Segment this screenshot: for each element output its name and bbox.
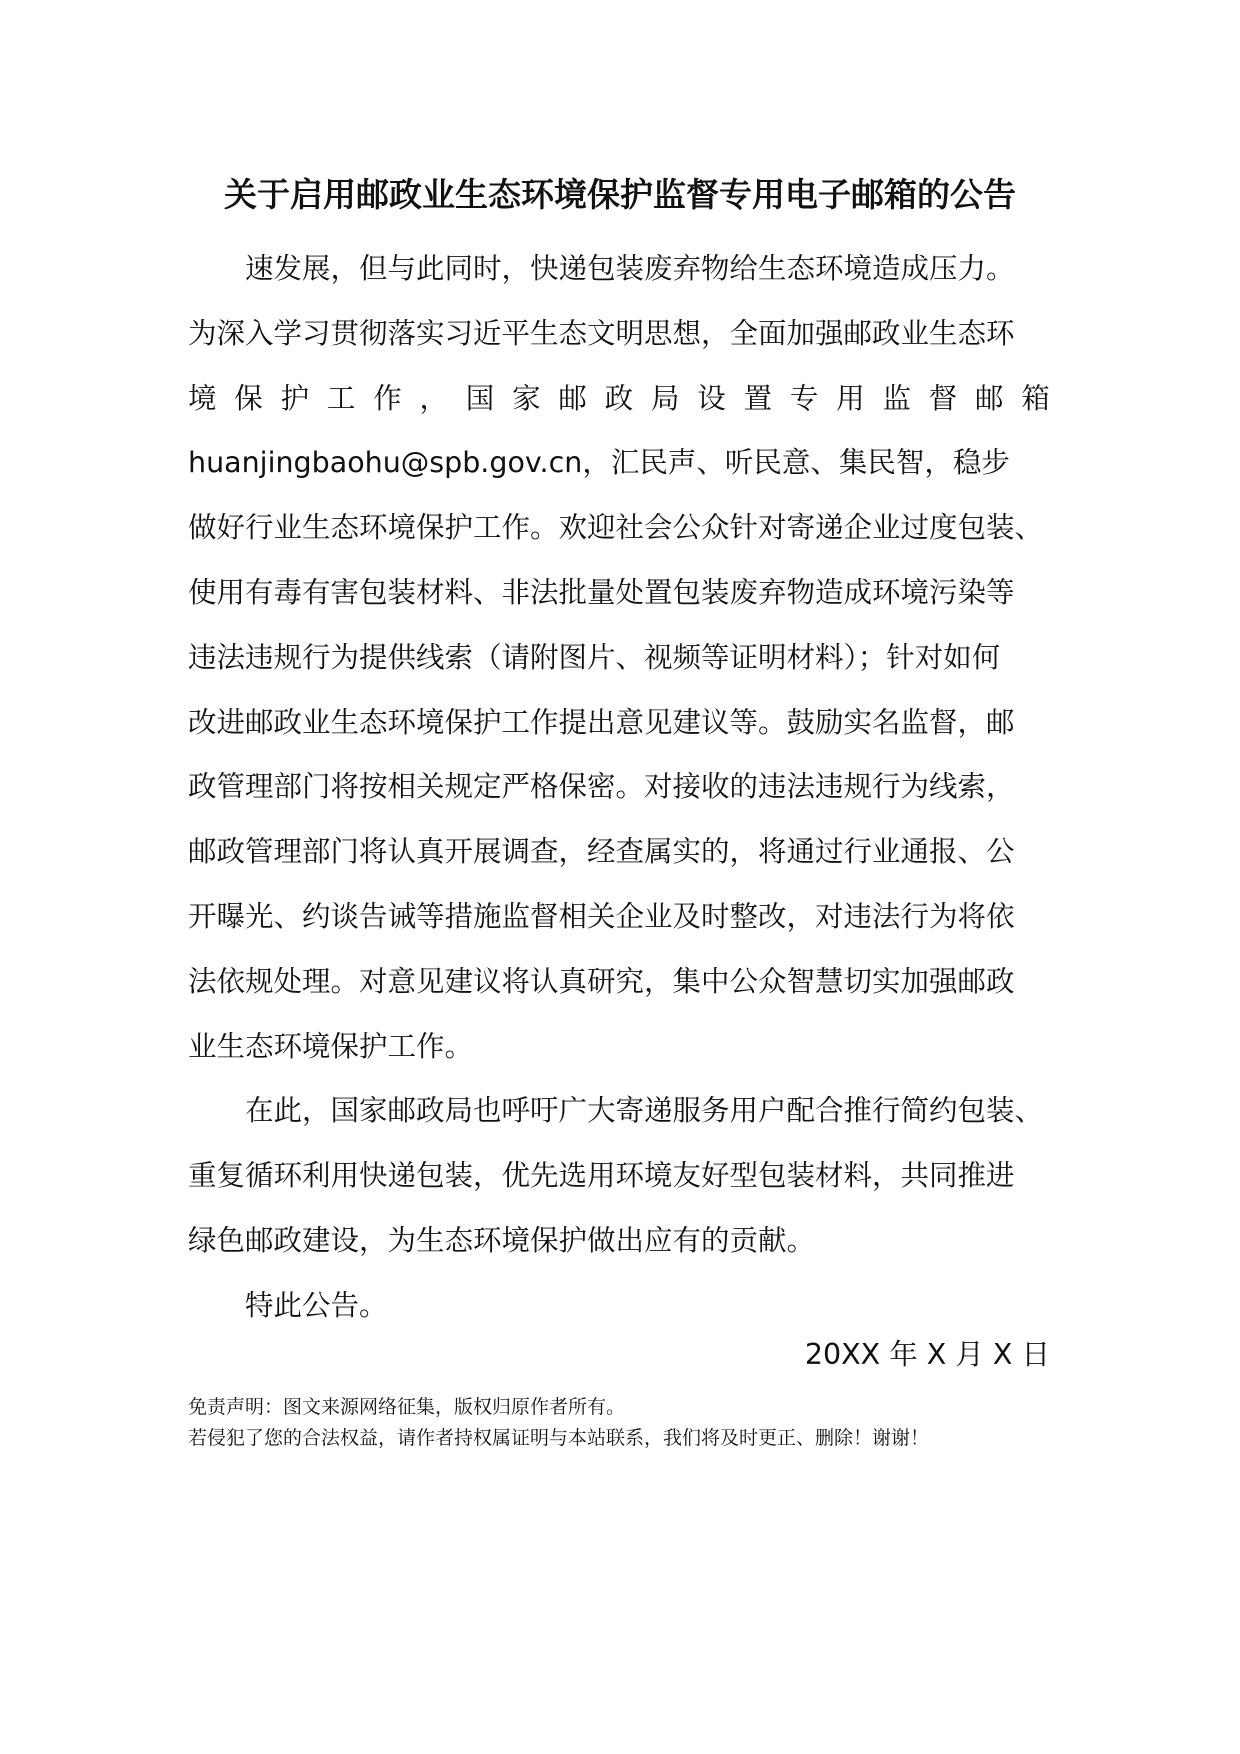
spread-char: 邮 (558, 381, 587, 415)
paragraph-line: 违法违规行为提供线索（请附图片、视频等证明材料）；针对如何 (188, 640, 1001, 674)
spread-char: 监 (882, 381, 911, 415)
document-body (188, 237, 1050, 1339)
paragraph-line: 为深入学习贯彻落实习近平生态文明思想，全面加强邮政业生态环 (188, 316, 1015, 350)
paragraph-line: huanjingbaohu@spb.gov.cn，汇民声、听民意、集民智，稳步 (188, 446, 1010, 480)
spread-char: 用 (836, 381, 865, 415)
paragraph-line-spread (188, 367, 1050, 432)
spread-char: 专 (789, 381, 819, 415)
paragraph-line: 速发展，但与此同时，快递包装废弃物给生态环境造成压力。 (245, 252, 1015, 285)
paragraph-line: 使用有毒有害包装材料、非法批量处置包装废弃物造成环境污染等 (188, 575, 1015, 609)
spread-char: 局 (650, 381, 680, 415)
spread-char: 政 (604, 381, 634, 415)
spread-char: 箱 (1021, 381, 1050, 415)
disclaimer-line: 若侵犯了您的合法权益，请作者持权属证明与本站联系，我们将及时更正、删除！谢谢！ (188, 1427, 930, 1449)
spread-char: 邮 (975, 381, 1004, 415)
paragraph-line: 重复循环利用快递包装，优先选用环境友好型包装材料，共同推进 (188, 1159, 1015, 1193)
spread-char: 设 (697, 381, 726, 415)
paragraph-line: 做好行业生态环境保护工作。欢迎社会公众针对寄递企业过度包装、 (188, 511, 1044, 545)
closing-line: 特此公告。 (245, 1288, 388, 1322)
disclaimer-line: 免责声明：图文来源网络征集，版权归原作者所有。 (188, 1396, 626, 1418)
document-date: 20XX 年 X 月 X 日 (804, 1338, 1050, 1371)
spread-char: 护 (280, 381, 310, 415)
spread-char: 保 (234, 381, 263, 415)
paragraph-line: 绿色邮政建设，为生态环境保护做出应有的贡献。 (188, 1223, 816, 1257)
spread-char: 作 (373, 381, 402, 415)
spread-char: 工 (326, 381, 356, 415)
paragraph-line: 在此，国家邮政局也呼吁广大寄递服务用户配合推行简约包装、 (245, 1094, 1044, 1128)
document-title: 关于启用邮政业生态环境保护监督专用电子邮箱的公告 (224, 175, 1016, 214)
spread-char: 督 (928, 381, 958, 415)
paragraph-line: 改进邮政业生态环境保护工作提出意见建议等。鼓励实名监督，邮 (188, 705, 1015, 739)
paragraph-line: 邮政管理部门将认真开展调查，经查属实的，将通过行业通报、公 (188, 835, 1015, 869)
spread-char: 家 (512, 381, 541, 415)
paragraph-line: 法依规处理。对意见建议将认真研究，集中公众智慧切实加强邮政 (188, 964, 1015, 998)
paragraph-line: 业生态环境保护工作。 (188, 1029, 474, 1063)
spread-char: ， (419, 381, 448, 415)
disclaimer (188, 1392, 929, 1454)
paragraph-line: 政管理部门将按相关规定严格保密。对接收的违法违规行为线索， (188, 770, 1015, 804)
spread-char: 置 (743, 381, 773, 415)
spread-char: 境 (188, 381, 217, 415)
spread-char: 国 (465, 381, 495, 415)
paragraph-line: 开曝光、约谈告诫等措施监督相关企业及时整改，对违法行为将依 (188, 899, 1015, 933)
